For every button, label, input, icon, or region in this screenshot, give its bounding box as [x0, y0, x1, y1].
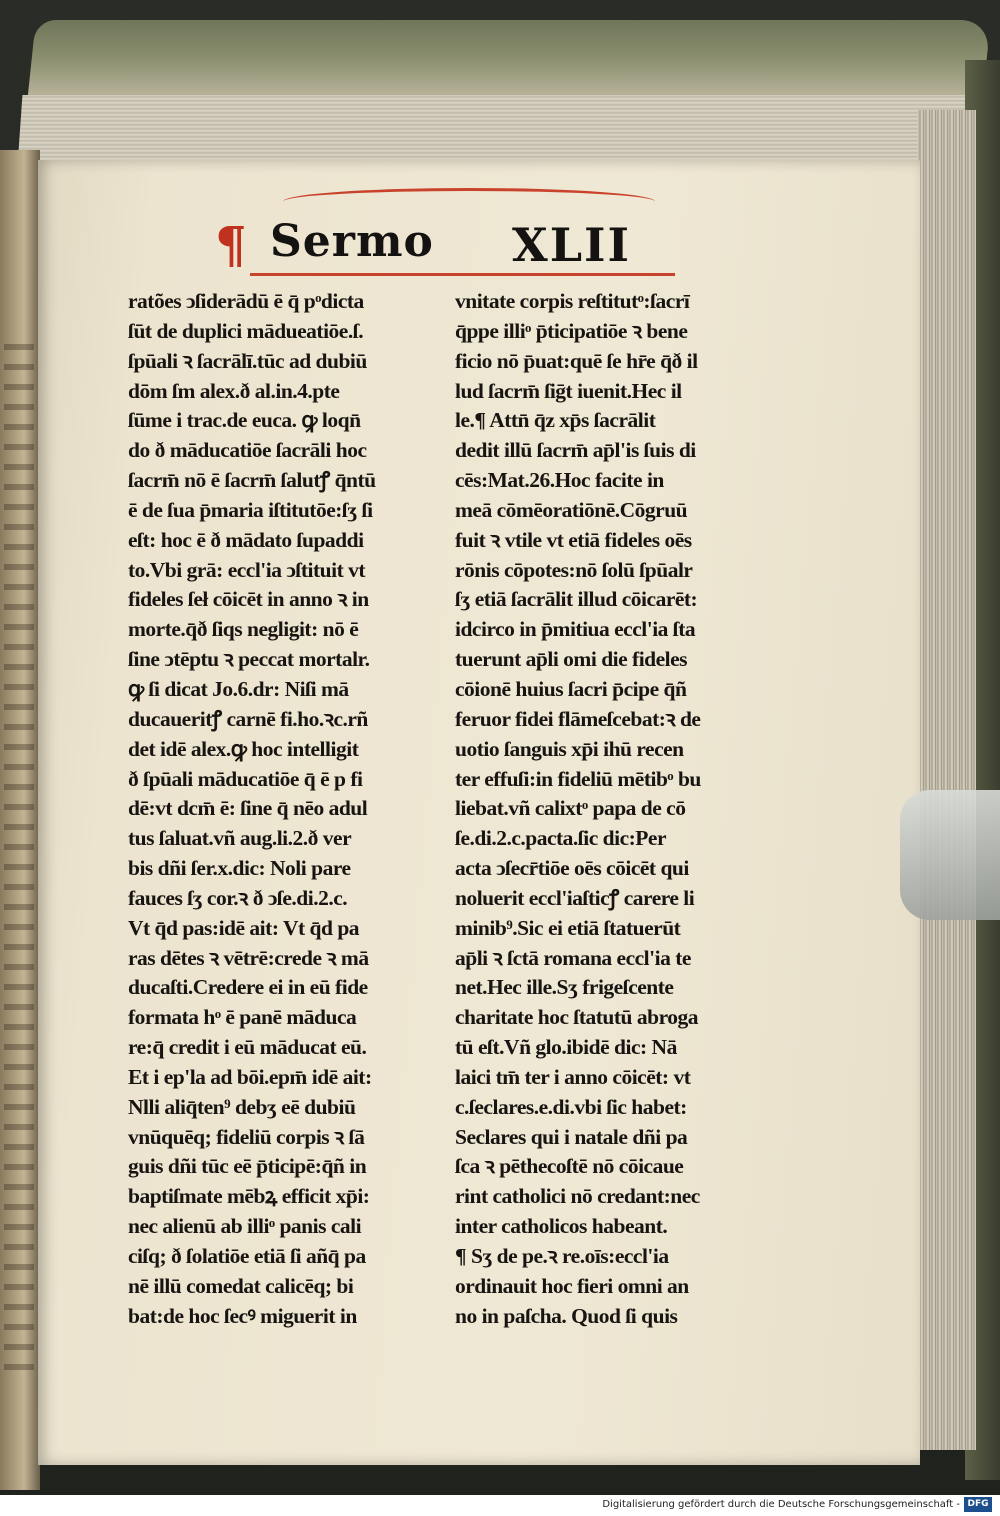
text-line: ꝙ ſi dicat Jo.6.dr: Niſi mā: [128, 676, 349, 701]
text-line: ð ſpūali māducatiōe q̄ ē p fi: [128, 766, 363, 791]
text-column-right: [455, 287, 775, 1332]
text-line: formata hᵒ ē panē māduca: [128, 1005, 357, 1030]
text-line: cōionē huius ſacri p̄cipe q̄ñ: [455, 676, 687, 701]
text-line: tuerunt ap̄li omi die fideles: [455, 647, 688, 672]
text-line: ratões ↄſiderādū ē q̄ pᵒdicta: [128, 289, 364, 313]
text-line: det idē alex.ꝙ hoc intelligit: [128, 736, 359, 761]
facing-page-text: [4, 330, 34, 1380]
text-line: baptiſmate mēbꝝ efficit xp̄i:: [128, 1184, 370, 1209]
text-line: q̄ppe illiᵒ p̄ticipatiōe ꝛ bene: [455, 318, 688, 343]
text-line: ſine ↄtēptu ꝛ peccat mortalr.: [128, 647, 370, 672]
text-line: uotio ſanguis xp̄i ihū recen: [455, 736, 684, 761]
text-line: nē illū comedat calicēq; bi: [128, 1273, 354, 1298]
page-edges-right: [918, 110, 976, 1450]
text-line: net.Hec ille.Sʒ frigeſcente: [455, 975, 674, 1000]
text-line: dē:vt dcm̄ ē: ſine q̄ nēo adul: [128, 796, 368, 821]
text-line: lud ſacrm̄ ſiḡt iuenit.Hec il: [455, 378, 682, 403]
text-line: no in paſcha. Quod ſi quis: [455, 1303, 678, 1328]
text-line: ordinauit hoc fieri omni an: [455, 1273, 689, 1298]
rubric-arc: [283, 188, 655, 215]
text-line: eſt: hoc ē ð mādato ſupaddi: [128, 527, 364, 552]
text-line: ap̄li ꝛ ſctā romana eccl'ia te: [455, 945, 691, 970]
text-line: ter effuſi:in fideliū mētibᵒ bu: [455, 766, 701, 791]
text-line: vnitate corpis reſtitutᵒ:ſacrī: [455, 289, 690, 313]
footer-bar: [0, 1495, 1000, 1516]
text-line: cēs:Mat.26.Hoc facite in: [455, 468, 664, 493]
dfg-logo: DFG: [964, 1497, 992, 1512]
text-line: ras dētes ꝛ vētrē:crede ꝛ mā: [128, 945, 369, 970]
text-line: ſpūali ꝛ ſacrālī.tūc ad dubiū: [128, 348, 367, 373]
text-line: fauces ſʒ cor.ꝛ ð ↄſe.di.2.c.: [128, 885, 348, 910]
text-line: tus ſaluat.vñ aug.li.2.ð ver: [128, 826, 352, 851]
text-line: bat:de hoc ſecꝰ miguerit in: [128, 1303, 357, 1328]
text-line: inter catholicos habeant.: [455, 1214, 668, 1239]
text-line: bis dñi ſer.x.dic: Noli pare: [128, 856, 351, 881]
text-line: morte.q̄ð ſiqs negligit: nō ē: [128, 617, 359, 642]
text-line: noluerit eccl'iaſticꝭ carere li: [455, 885, 695, 910]
text-line: rint catholici nō credant:nec: [455, 1184, 700, 1209]
text-line: Seclares qui i natale dñi pa: [455, 1124, 688, 1149]
page-clip: [900, 790, 1000, 920]
text-line: ſe.di.2.c.pacta.ſic dic:Per: [455, 826, 666, 851]
text-line: nec alienū ab illiᵒ panis cali: [128, 1214, 362, 1239]
text-line: laici tm̄ ter i anno cōicēt: vt: [455, 1064, 691, 1089]
text-line: feruor fidei flāmeſcebat:ꝛ de: [455, 706, 701, 731]
text-line: ſʒ etiā ſacrālit illud cōicarēt:: [455, 587, 698, 612]
running-head: Sermo: [270, 216, 434, 267]
text-column-left: [128, 287, 448, 1332]
text-line: liebat.vñ calixtᵒ papa de cō: [455, 796, 686, 821]
folio-number: XLII: [512, 218, 632, 272]
text-line: ducaſti.Credere ei in eū fide: [128, 975, 368, 1000]
pilcrow-mark: ¶: [215, 215, 247, 274]
text-line: fuit ꝛ vtile vt etiā fideles oēs: [455, 527, 692, 552]
text-line: charitate hoc ſtatutū abroga: [455, 1005, 698, 1030]
text-line: fideles ſeł cōicēt in anno ꝛ in: [128, 587, 369, 612]
text-line: vnūquēq; fideliū corpis ꝛ ſā: [128, 1124, 365, 1149]
text-line: do ð māducatiōe ſacrāli hoc: [128, 438, 367, 463]
text-line: rōnis cōpotes:nō ſolū ſpūalr: [455, 557, 693, 582]
text-line: le.¶ Attn̄ q̄z xp̄s ſacrālit: [455, 408, 656, 433]
text-line: ciſq; ð ſolatiōe etiā ſi añq̄ pa: [128, 1244, 366, 1268]
text-line: acta ↄſecr̄tiōe oēs cōicēt qui: [455, 856, 689, 881]
funding-credit: Digitalisierung gefördert durch die Deutsche Forschungsgemeinschaft -: [602, 1499, 960, 1510]
text-line: dōm ſm alex.ð al.in.4.pte: [128, 378, 340, 403]
text-line: ¶ Sʒ de pe.ꝛ re.oīs:eccl'ia: [455, 1244, 669, 1268]
text-line: meā cōmēoratiōnē.Cōgruū: [455, 497, 688, 522]
text-line: guis dñi tūc eē p̄ticipē:q̄ñ in: [128, 1154, 367, 1179]
text-line: ſūme i trac.de euca. ꝙ loqn̄: [128, 408, 361, 433]
text-line: ducaueritꝭ carnē fi.ho.ꝛc.rñ: [128, 706, 368, 731]
text-line: Nlli aliq̄ten⁹ debʒ eē dubiū: [128, 1094, 356, 1119]
text-line: minib⁹.Sic ei etiā ſtatuerūt: [455, 915, 681, 940]
text-line: dedit illū ſacrm̄ ap̄l'is ſuis di: [455, 438, 696, 463]
text-line: idcirco in p̄mitiua eccl'ia ſta: [455, 617, 696, 642]
text-line: ſūt de duplici mādueatiōe.ſ.: [128, 318, 364, 343]
text-line: ficio nō p̄uat:quē ſe hr̄e q̄ð il: [455, 348, 698, 373]
text-line: ſacrm̄ nō ē ſacrm̄ ſalutꝭ q̄ntū: [128, 468, 376, 493]
text-line: ſca ꝛ pēthecoſtē nō cōicaue: [455, 1154, 684, 1179]
text-line: Vt q̄d pas:idē ait: Vt q̄d pa: [128, 915, 360, 940]
text-line: re:q̄ credit i eū māducat eū.: [128, 1035, 367, 1060]
text-line: tū eſt.Vñ glo.ibidē dic: Nā: [455, 1035, 677, 1060]
text-line: to.Vbi grā: eccl'ia ↄſtituit vt: [128, 557, 366, 582]
text-line: ē de ſua p̄maria iſtitutōe:ſʒ ſi: [128, 497, 373, 522]
rubric-underline: [250, 273, 675, 276]
text-line: c.ſeclares.e.di.vbi ſic habet:: [455, 1094, 687, 1119]
page-edges-top: [18, 95, 973, 165]
text-line: Et i ep'la ad bōi.epm̄ idē ait:: [128, 1064, 372, 1089]
